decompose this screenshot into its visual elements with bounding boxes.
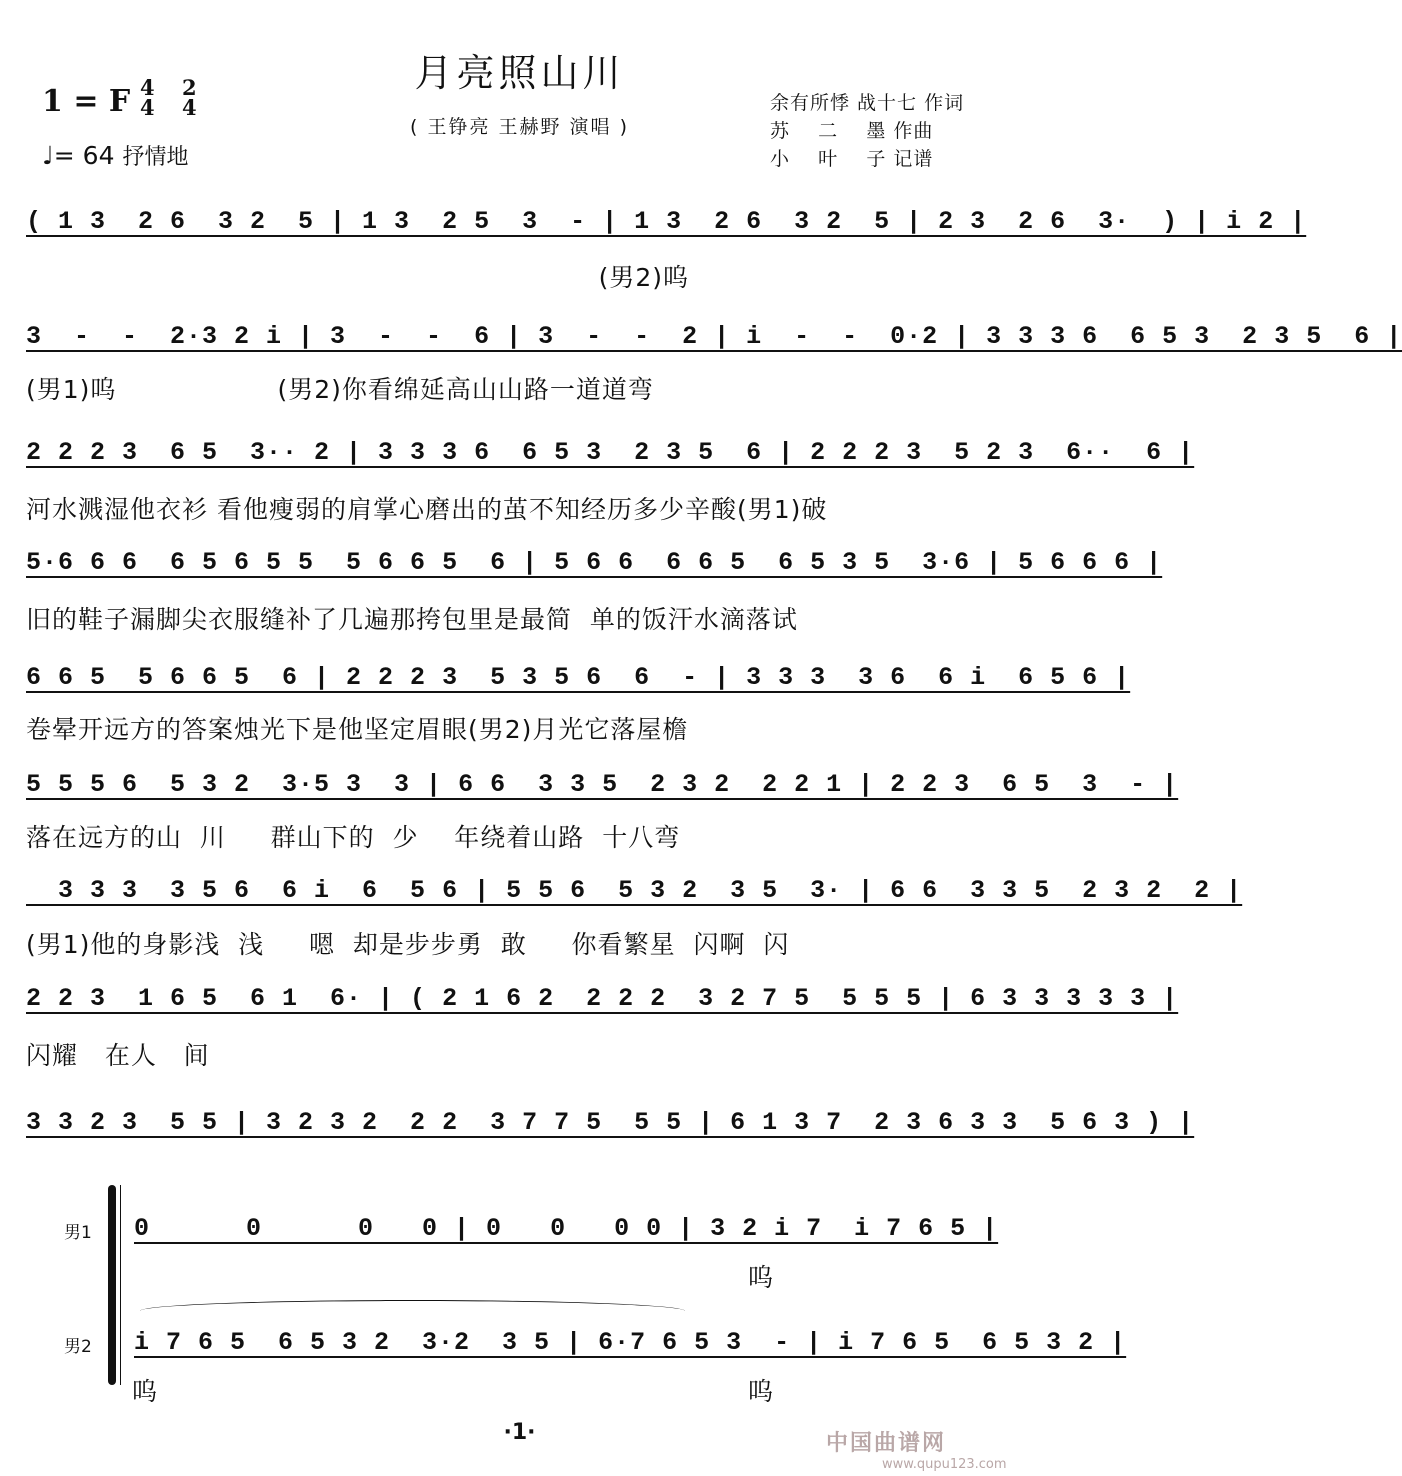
notation-line-8: 2 2 3 1 6 5 6 1 6· | ( 2 1 6 2 2 2 2 3 2 7 5 5 5 5 | 6 3 3 3 3 3 | [26, 984, 1179, 1013]
duet-lyric-part-2-right: 呜 [748, 1377, 775, 1406]
lyric-line-7: (男1)他的身影浅 浅 嗯 却是步步勇 敢 你看繁星 闪啊 闪 [26, 930, 790, 959]
notation-line-9: 3 3 2 3 5 5 | 3 2 3 2 2 2 3 7 7 5 5 5 | 6 1 3 7 2 3 6 3 3 5 6 3 ) | [26, 1108, 1195, 1137]
performers: ( 王铮亮 王赫野 演唱 ) [410, 116, 629, 138]
system-barline [120, 1185, 121, 1385]
key-signature: 1 = F [42, 84, 131, 119]
credit-lyricist: 余有所悸 战十七 作词 [770, 92, 965, 114]
duet-lyric-part-2-left: 呜 [132, 1377, 159, 1406]
part-label-2: 男2 [64, 1337, 92, 1357]
page-number: ·1· [503, 1420, 536, 1445]
notation-line-5: 6 6 5 5 6 6 5 6 | 2 2 2 3 5 3 5 6 6 - | 3 3 3 3 6 6 i 6 5 6 | [26, 663, 1131, 692]
notation-line-2: 3 - - 2·3 2 i | 3 - - 6 | 3 - - 2 | i - - 0·2 | 3 3 3 6 6 5 3 2 3 5 6 | [26, 322, 1402, 351]
credit-composer: 苏 二 墨 作曲 [770, 120, 934, 142]
brand-url: www.qupu123.com [882, 1457, 1007, 1472]
lyric-line-4: 旧的鞋子漏脚尖衣服缝补了几遍那挎包里是最简 单的饭汗水滴落试 [26, 605, 798, 634]
lyric-line-3: 河水溅湿他衣衫 看他瘦弱的肩掌心磨出的茧不知经历多少辛酸(男1)破 [26, 495, 828, 524]
system-bracket [108, 1185, 116, 1385]
lyric-line-2: (男1)呜 (男2)你看绵延高山山路一道道弯 [26, 375, 654, 404]
lyric-line-1: (男2)呜 [26, 263, 690, 292]
time-signature: 4 4 [140, 75, 155, 120]
notation-line-1: ( 1 3 2 6 3 2 5 | 1 3 2 5 3 - | 1 3 2 6 3 2 5 | 2 3 2 6 3· ) | i 2 | [26, 207, 1307, 236]
mood-marking: 抒情地 [122, 145, 189, 170]
lyric-line-8: 闪耀 在人 间 [26, 1041, 210, 1070]
phrase-slur [140, 1300, 685, 1311]
lyric-line-5: 卷晕开远方的答案烛光下是他坚定眉眼(男2)月光它落屋檐 [26, 715, 689, 744]
tempo-value: ♩= 64 [42, 141, 115, 170]
brand-name: 中国曲谱网 [826, 1431, 947, 1456]
notation-line-7: 3 3 3 3 5 6 6 i 6 5 6 | 5 5 6 5 3 2 3 5 3· | 6 6 3 3 5 2 3 2 2 | [26, 876, 1243, 905]
part-label-1: 男1 [64, 1223, 92, 1243]
notation-line-4: 5·6 6 6 6 5 6 5 5 5 6 6 5 6 | 5 6 6 6 6 5 6 5 3 5 3·6 | 5 6 6 6 | [26, 548, 1163, 577]
notation-line-3: 2 2 2 3 6 5 3·· 2 | 3 3 3 6 6 5 3 2 3 5 6 | 2 2 2 3 5 2 3 6·· 6 | [26, 438, 1195, 467]
song-title: 月亮照山川 [414, 51, 625, 95]
notation-line-6: 5 5 5 6 5 3 2 3·5 3 3 | 6 6 3 3 5 2 3 2 2 2 1 | 2 2 3 6 5 3 - | [26, 770, 1179, 799]
lyric-line-6: 落在远方的山 川 群山下的 少 年绕着山路 十八弯 [26, 823, 681, 852]
time-signature-alt: 2 4 [182, 75, 197, 120]
duet-notation-part-2: i 7 6 5 6 5 3 2 3·2 3 5 | 6·7 6 5 3 - | i 7 6 5 6 5 3 2 | [134, 1328, 1127, 1357]
duet-lyric-part-1: 呜 [748, 1263, 775, 1292]
credit-transcriber: 小 叶 子 记谱 [770, 148, 934, 170]
site-watermark [826, 1426, 1007, 1472]
tempo-marking [42, 140, 188, 171]
duet-notation-part-1: 0 0 0 0 | 0 0 0 0 | 3 2 i 7 i 7 6 5 | [134, 1214, 999, 1243]
